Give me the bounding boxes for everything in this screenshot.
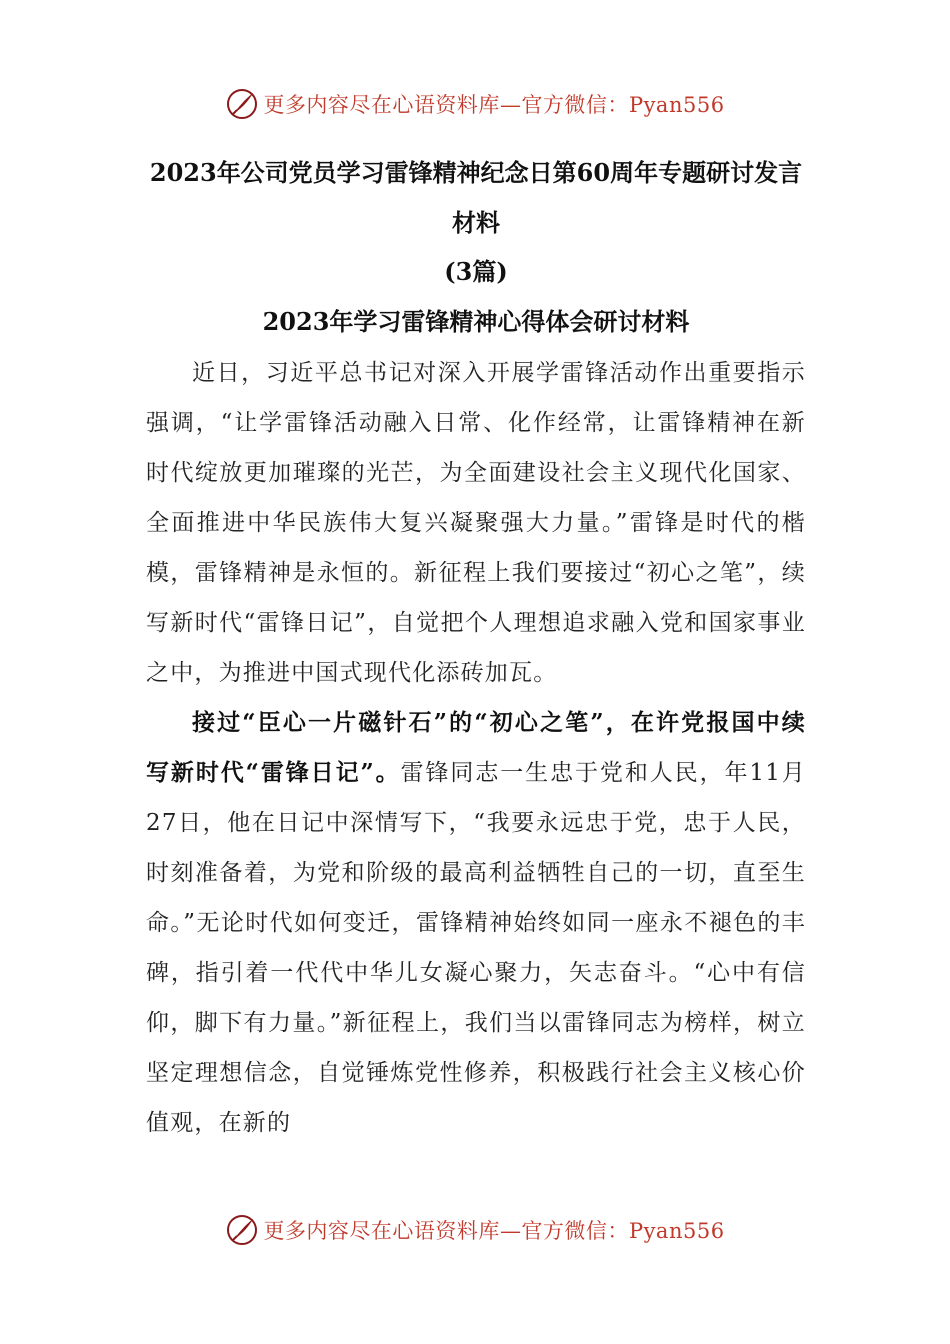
banner-dash: — [499, 93, 522, 117]
banner-wechat-label: 官方微信： [521, 1219, 629, 1243]
paragraph-intro: 近日，习近平总书记对深入开展学雷锋活动作出重要指示强调，“让学雷锋活动融入日常、化作经常，让雷锋精神在新时代绽放更加璀璨的光芒，为全面建设社会主义现代化国家、全面推进中华民族伟大复兴凝聚强大力量。”雷锋是时代的楷模，雷锋精神是永恒的。新征程上我们要接过“初心之笔”，续写新时代“雷锋日记”，自觉把个人理想追求融入党和国家事业之中，为推进中国式现代化添砖加瓦。 [146, 360, 806, 686]
banner-site-name: 更多内容尽在心语资料库 [263, 1219, 500, 1243]
quill-logo-icon [225, 1213, 259, 1247]
banner-text [263, 89, 724, 119]
section-title: 2023年学习雷锋精神心得体会研讨材料 [262, 307, 690, 336]
banner-dash: — [499, 1219, 522, 1243]
paragraph-lead: 接过“臣心一片磁针石”的“初心之笔”，在许党报国中续写新时代“雷锋日记”。 [146, 709, 806, 786]
banner-wechat-id: Pyan556 [628, 1219, 725, 1243]
paragraph-section-1 [146, 698, 806, 1148]
page-title: 2023年公司党员学习雷锋精神纪念日第60周年专题研讨发言材料 [149, 158, 803, 237]
header-banner [0, 84, 950, 124]
footer-banner [0, 1210, 950, 1250]
paragraph-body: 雷锋同志一生忠于党和人民，年11月27日，他在日记中深情写下，“我要永远忠于党，忠于人民，时刻准备着，为党和阶级的最高利益牺牲自己的一切，直至生命。”无论时代如何变迁，雷锋精神始终如同一座永不褪色的丰碑，指引着一代代中华儿女凝心聚力，矢志奋斗。“心中有信仰，脚下有力量。”新征程上，我们当以雷锋同志为榜样，树立坚定理想信念，自觉锤炼党性修养，积极践行社会主义核心价值观，在新的 [146, 760, 806, 1136]
banner-site-name: 更多内容尽在心语资料库 [263, 93, 500, 117]
banner-wechat-label: 官方微信： [521, 93, 629, 117]
quill-logo-icon [225, 87, 259, 121]
banner-text [263, 1215, 724, 1245]
banner-wechat-id: Pyan556 [628, 93, 725, 117]
article-count: (3篇) [444, 257, 508, 286]
document-body [146, 148, 806, 1148]
